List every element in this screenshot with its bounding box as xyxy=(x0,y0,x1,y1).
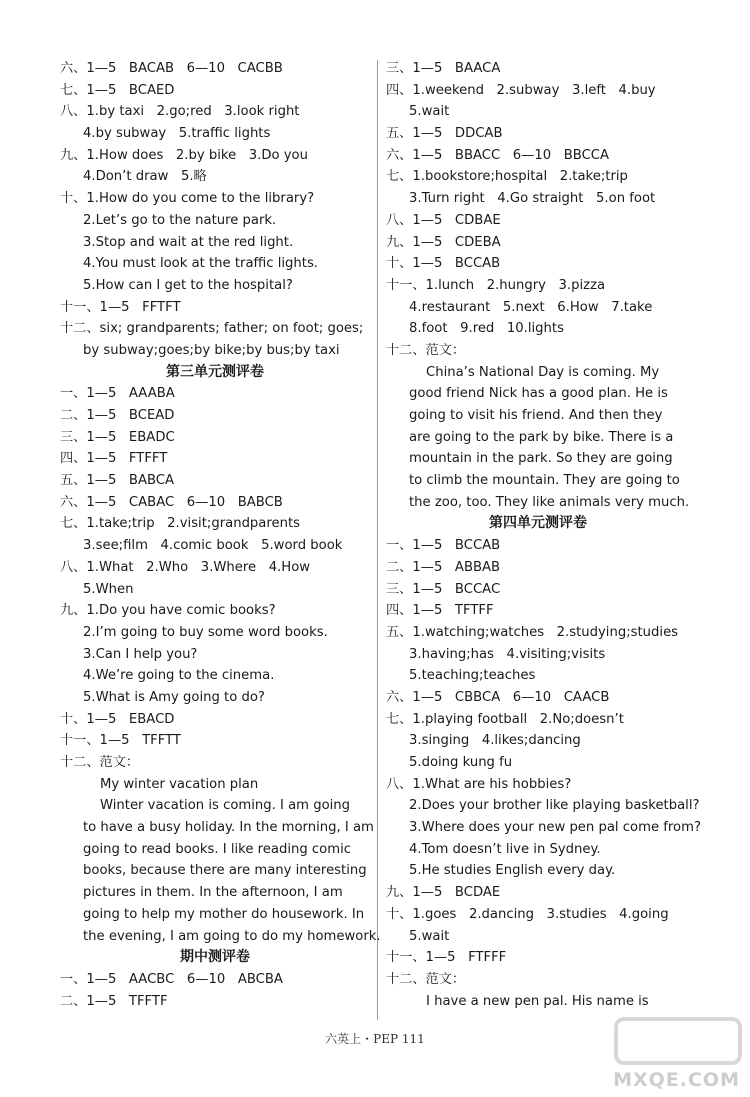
answer-line: 5.wait xyxy=(409,928,450,944)
answer-line: pictures in them. In the afternoon, I am xyxy=(83,885,343,901)
answer-line: 十一、1—5 TFFTT xyxy=(60,733,181,749)
answer-line: 8.foot 9.red 10.lights xyxy=(409,321,564,337)
answer-line: 5.What is Amy going to do? xyxy=(83,689,265,705)
answer-line: good friend Nick has a good plan. He is xyxy=(409,386,668,402)
answer-line: 三、1—5 BAACA xyxy=(386,61,501,76)
answer-line: 2.I’m going to buy some word books. xyxy=(83,624,328,640)
answer-line: 五、1—5 DDCAB xyxy=(386,126,503,142)
answer-line: 四、1.weekend 2.subway 3.left 4.buy xyxy=(386,82,656,98)
answer-line: 十一、1—5 FTFFF xyxy=(386,950,507,966)
answer-line: My winter vacation plan xyxy=(100,776,259,792)
answer-line: 5.When xyxy=(83,581,134,597)
answer-line: 十一、1.lunch 2.hungry 3.pizza xyxy=(386,277,606,293)
answer-line: 一、1—5 AAABA xyxy=(60,386,175,402)
right-column xyxy=(386,58,701,1012)
answer-line: 十、1.How do you come to the library? xyxy=(60,191,315,207)
answer-line: 五、1.watching;watches 2.studying;studies xyxy=(386,624,679,640)
column-divider xyxy=(377,60,378,1020)
answer-line: 十、1—5 BCCAB xyxy=(386,256,501,272)
answer-line: 3.Stop and wait at the red light. xyxy=(83,234,294,250)
answer-line: Winter vacation is coming. I am going xyxy=(100,798,351,814)
answer-line: 十、1.goes 2.dancing 3.studies 4.going xyxy=(386,906,669,922)
answer-line: 八、1.by taxi 2.go;red 3.look right xyxy=(60,104,300,120)
answer-line: 4.Don’t draw 5.略 xyxy=(83,169,207,185)
answer-line: 一、1—5 BCCAB xyxy=(386,538,501,554)
section-title: 第三单元测评卷 xyxy=(166,363,264,380)
answer-line: 5.doing kung fu xyxy=(409,755,513,770)
answer-line: going to help my mother do housework. In xyxy=(83,906,365,922)
answer-line: going to read books. I like reading comic xyxy=(83,841,351,857)
answer-line: 3.Where does your new pen pal come from? xyxy=(409,820,701,836)
answer-line: 3.singing 4.likes;dancing xyxy=(409,733,581,749)
answer-line: 4.Tom doesn’t live in Sydney. xyxy=(409,841,601,857)
answer-line: are going to the park by bike. There is a xyxy=(409,429,674,445)
page-footer: 六英上・PEP 111 xyxy=(325,1032,425,1046)
answer-line: 四、1—5 FTFFT xyxy=(60,451,168,467)
answer-line: 4.You must look at the traffic lights. xyxy=(83,256,319,272)
answer-line: 十二、six; grandparents; father; on foot; goes; xyxy=(60,321,364,337)
answer-line: mountain in the park. So they are going xyxy=(409,451,673,467)
answer-line: the evening, I am going to do my homework. xyxy=(83,928,381,944)
watermark-badge-icon xyxy=(614,1017,742,1065)
answer-line: 九、1.Do you have comic books? xyxy=(60,603,276,619)
answer-line: 5.How can I get to the hospital? xyxy=(83,277,293,293)
answer-line: 二、1—5 BCEAD xyxy=(60,408,175,423)
answer-line: 5.wait xyxy=(409,104,450,120)
answer-line: 二、1—5 ABBAB xyxy=(386,559,501,575)
answer-line: 九、1—5 BCDAE xyxy=(386,885,501,901)
answer-line: 七、1.take;trip 2.visit;grandparents xyxy=(60,516,301,532)
answer-line: 三、1—5 BCCAC xyxy=(386,581,501,597)
answer-line: 二、1—5 TFFTF xyxy=(60,993,168,1009)
answer-line: the zoo, too. They like animals very much. xyxy=(409,494,690,510)
answer-line: to climb the mountain. They are going to xyxy=(409,473,680,489)
answer-line: by subway;goes;by bike;by bus;by taxi xyxy=(83,342,340,358)
answer-line: 3.having;has 4.visiting;visits xyxy=(409,646,606,662)
answer-line: 三、1—5 EBADC xyxy=(60,429,175,445)
answer-line: 六、1—5 BACAB 6—10 CACBB xyxy=(60,61,283,76)
section-title: 期中测评卷 xyxy=(180,949,250,966)
answer-line: to have a busy holiday. In the morning, I am xyxy=(83,820,374,836)
answer-line: 七、1.bookstore;hospital 2.take;trip xyxy=(386,169,628,185)
left-column xyxy=(60,58,381,1012)
answer-line: 4.by subway 5.traffic lights xyxy=(83,126,271,142)
answer-line: 八、1.What are his hobbies? xyxy=(386,776,572,792)
answer-line: 九、1.How does 2.by bike 3.Do you xyxy=(60,147,308,163)
answer-line: 2.Let’s go to the nature park. xyxy=(83,212,277,228)
answer-line: going to visit his friend. And then they xyxy=(409,408,663,423)
answer-line: 七、1.playing football 2.No;doesn’t xyxy=(386,711,624,727)
answer-line: 十、1—5 EBACD xyxy=(60,711,175,727)
answer-line: 5.He studies English every day. xyxy=(409,863,616,879)
answer-line: 六、1—5 BBACC 6—10 BBCCA xyxy=(386,147,610,163)
answer-line: 一、1—5 AACBC 6—10 ABCBA xyxy=(60,971,283,987)
answer-line: 九、1—5 CDEBA xyxy=(386,234,501,250)
answer-line: 六、1—5 CBBCA 6—10 CAACB xyxy=(386,689,610,705)
answer-line: books, because there are many interesting xyxy=(83,863,367,879)
answer-line: 五、1—5 BABCA xyxy=(60,473,175,489)
answer-line: 四、1—5 TFTFF xyxy=(386,603,494,619)
answer-line: China’s National Day is coming. My xyxy=(426,364,660,380)
answer-line: 八、1.What 2.Who 3.Where 4.How xyxy=(60,559,311,575)
answer-line: 七、1—5 BCAED xyxy=(60,82,175,98)
answer-line: 4.We’re going to the cinema. xyxy=(83,668,275,684)
section-title: 第四单元测评卷 xyxy=(489,515,587,532)
answer-line: 十二、范文： xyxy=(60,755,140,770)
answer-line: 十二、范文： xyxy=(386,342,466,358)
answer-line: 六、1—5 CABAC 6—10 BABCB xyxy=(60,494,283,510)
answer-line: 3.Can I help you? xyxy=(83,646,198,662)
answer-line: 八、1—5 CDBAE xyxy=(386,212,501,228)
answer-line: 3.Turn right 4.Go straight 5.on foot xyxy=(409,191,656,207)
answer-line: 十一、1—5 FFTFT xyxy=(60,299,181,315)
answer-line: 5.teaching;teaches xyxy=(409,668,536,684)
answer-line: 3.see;film 4.comic book 5.word book xyxy=(83,538,343,554)
answer-line: 2.Does your brother like playing basketball? xyxy=(409,798,700,814)
answer-line: I have a new pen pal. His name is xyxy=(426,993,649,1009)
watermark-text: MXQE.COM xyxy=(613,1069,740,1091)
answer-line: 十二、范文： xyxy=(386,971,466,987)
watermark-logo xyxy=(612,1017,742,1091)
answer-line: 4.restaurant 5.next 6.How 7.take xyxy=(409,299,653,315)
